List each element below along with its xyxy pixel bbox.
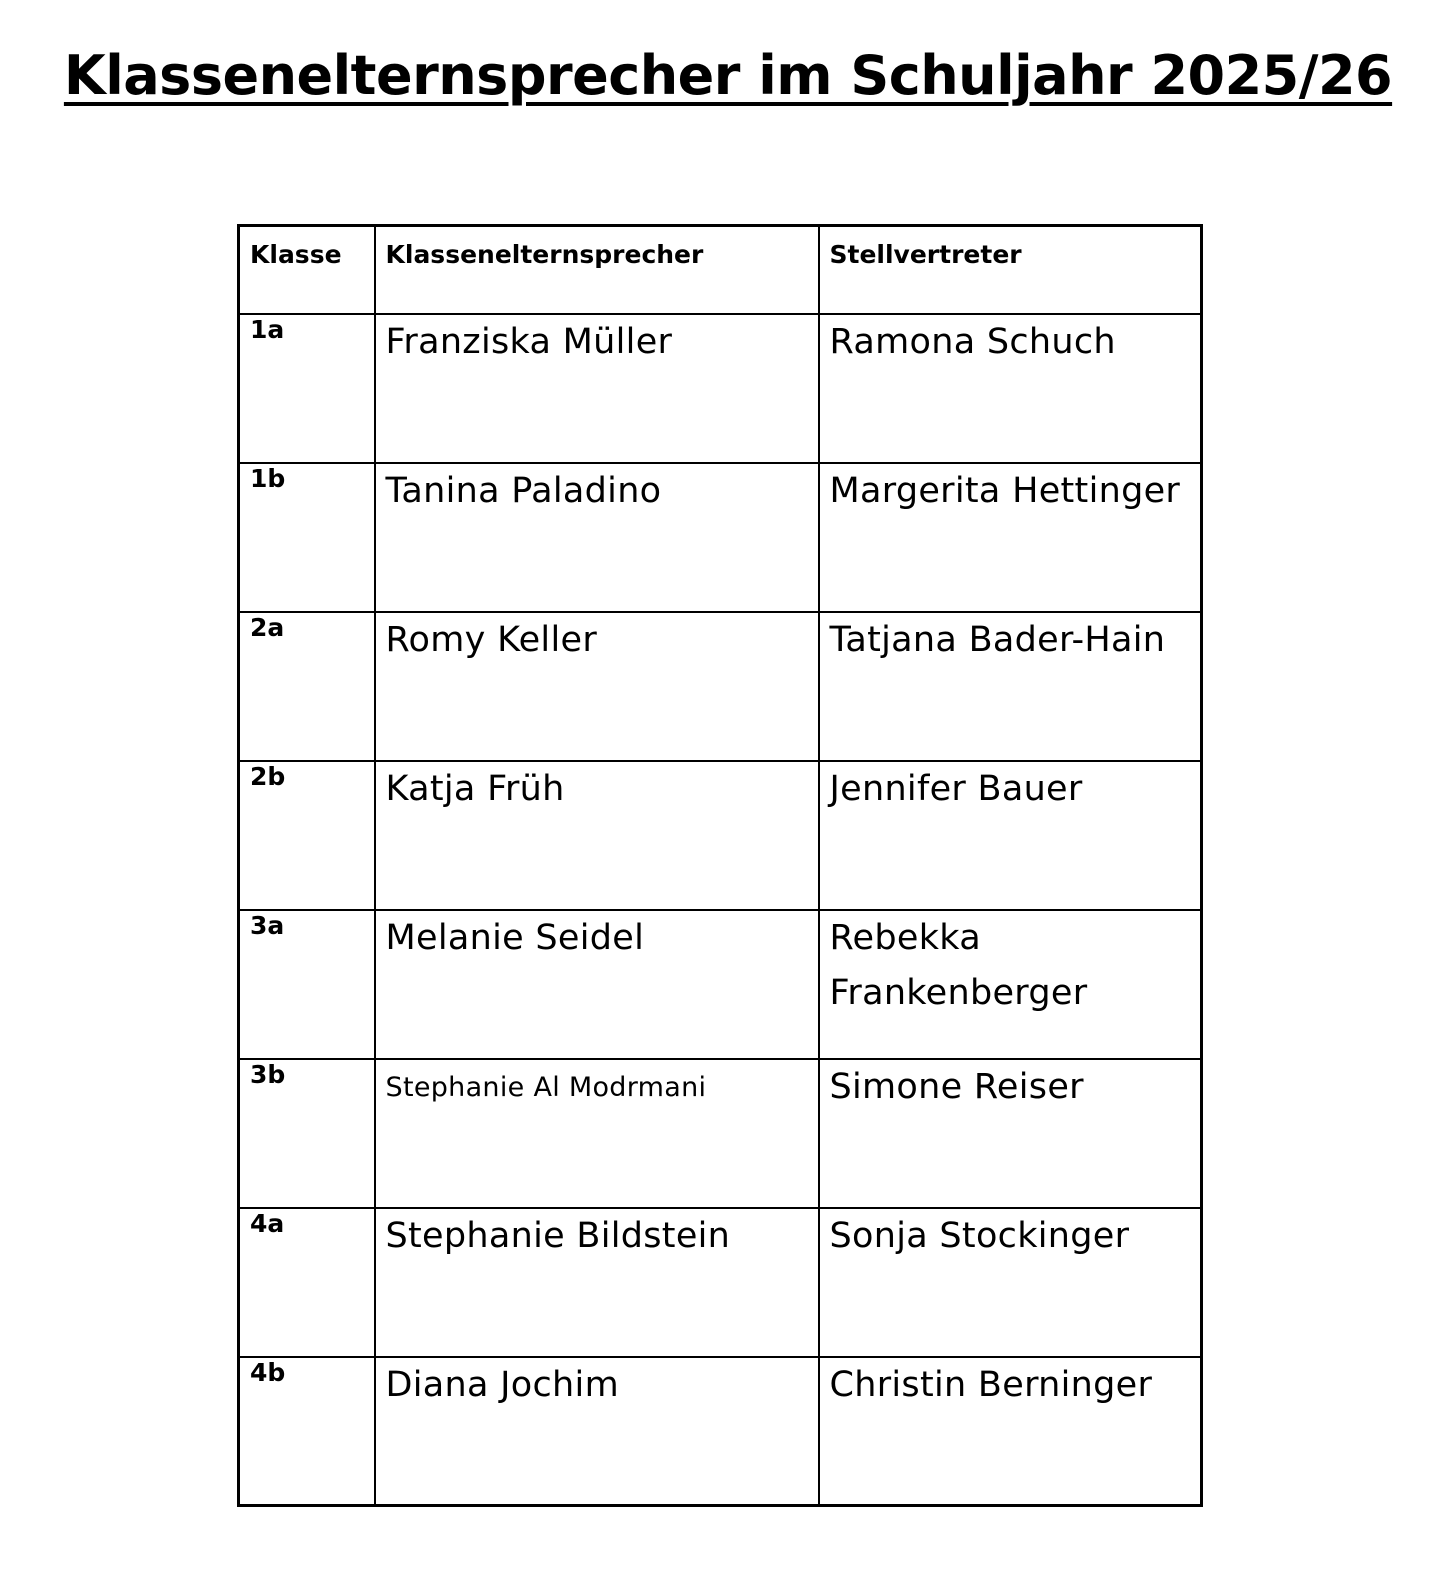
cell-sprecher: Romy Keller: [375, 612, 819, 761]
cell-stellvertreter: Sonja Stockinger: [819, 1208, 1202, 1357]
cell-sprecher: Tanina Paladino: [375, 463, 819, 612]
header-stellvertreter: Stellvertreter: [819, 226, 1202, 314]
table-row: [239, 1059, 1202, 1208]
cell-sprecher: Stephanie Al Modrmani: [375, 1059, 819, 1208]
cell-stellvertreter: Simone Reiser: [819, 1059, 1202, 1208]
cell-stellvertreter: Jennifer Bauer: [819, 761, 1202, 910]
cell-sprecher: Melanie Seidel: [375, 910, 819, 1059]
cell-klasse: 4b: [239, 1357, 375, 1506]
page-title: [0, 36, 1456, 116]
table-row: [239, 910, 1202, 1059]
cell-sprecher: Diana Jochim: [375, 1357, 819, 1506]
cell-stellvertreter: Rebekka Frankenberger: [819, 910, 1202, 1059]
cell-sprecher: Katja Früh: [375, 761, 819, 910]
cell-stellvertreter: Ramona Schuch: [819, 314, 1202, 463]
table-row: [239, 1357, 1202, 1506]
cell-sprecher: Franziska Müller: [375, 314, 819, 463]
parent-representatives-table: [237, 224, 1203, 1507]
table-header-row: [239, 226, 1202, 314]
cell-sprecher: Stephanie Bildstein: [375, 1208, 819, 1357]
table-row: [239, 314, 1202, 463]
cell-klasse: 1b: [239, 463, 375, 612]
cell-stellvertreter: Christin Berninger: [819, 1357, 1202, 1506]
table-row: [239, 612, 1202, 761]
table-row: [239, 1208, 1202, 1357]
cell-klasse: 1a: [239, 314, 375, 463]
cell-stellvertreter: Tatjana Bader-Hain: [819, 612, 1202, 761]
cell-klasse: 3b: [239, 1059, 375, 1208]
cell-stellvertreter: Margerita Hettinger: [819, 463, 1202, 612]
cell-klasse: 3a: [239, 910, 375, 1059]
cell-klasse: 2a: [239, 612, 375, 761]
cell-klasse: 4a: [239, 1208, 375, 1357]
table-row: [239, 463, 1202, 612]
header-klassenelternsprecher: Klassenelternsprecher: [375, 226, 819, 314]
table-row: [239, 761, 1202, 910]
header-klasse: Klasse: [239, 226, 375, 314]
cell-klasse: 2b: [239, 761, 375, 910]
page-title-text: Klassenelternsprecher im Schuljahr 2025/26: [63, 44, 1393, 107]
